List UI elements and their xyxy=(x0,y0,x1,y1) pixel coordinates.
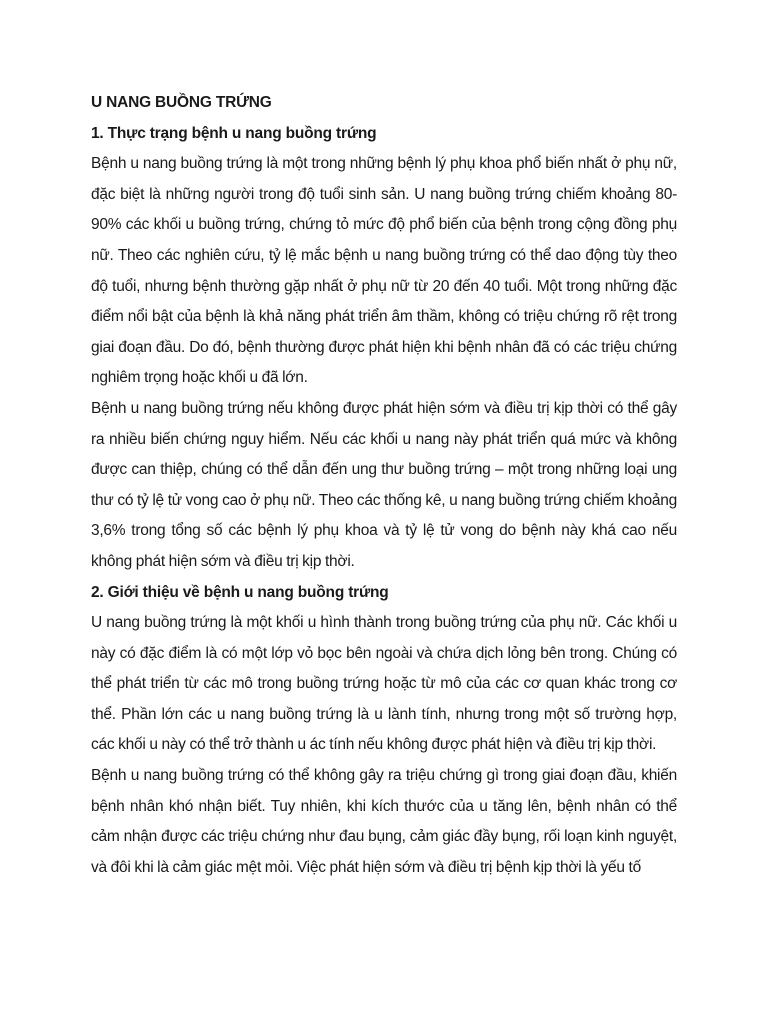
paragraph: Bệnh u nang buồng trứng nếu không được phát hiện sớm và điều trị kịp thời có thể gây ra nhiều biến chứng nguy hiểm. Nếu các khối u nang này phát triển quá mức và không được can thiệp, chúng có thể dẫn đến ung thư buồng trứng – một trong những loại ung thư có tỷ lệ tử vong cao ở phụ nữ. Theo các thống kê, u nang buồng trứng chiếm khoảng 3,6% trong tổng số các bệnh lý phụ khoa và tỷ lệ tử vong do bệnh này khá cao nếu không phát hiện sớm và điều trị kịp thời. xyxy=(91,399,677,570)
section-heading: 2. Giới thiệu về bệnh u nang buồng trứng xyxy=(91,583,389,601)
section-2 xyxy=(91,578,677,884)
section-heading: 1. Thực trạng bệnh u nang buồng trứng xyxy=(91,124,377,142)
section-1 xyxy=(91,119,677,578)
paragraph: Bệnh u nang buồng trứng là một trong những bệnh lý phụ khoa phổ biến nhất ở phụ nữ, đặc biệt là những người trong độ tuổi sinh sản. U nang buồng trứng chiếm khoảng 80-90% các khối u buồng trứng, chứng tỏ mức độ phổ biến của bệnh trong cộng đồng phụ nữ. Theo các nghiên cứu, tỷ lệ mắc bệnh u nang buồng trứng có thể dao động tùy theo độ tuổi, nhưng bệnh thường gặp nhất ở phụ nữ từ 20 đến 40 tuổi. Một trong những đặc điểm nổi bật của bệnh là khả năng phát triển âm thầm, không có triệu chứng rõ rệt trong giai đoạn đầu. Do đó, bệnh thường được phát hiện khi bệnh nhân đã có các triệu chứng nghiêm trọng hoặc khối u đã lớn. xyxy=(91,155,677,387)
paragraph: U nang buồng trứng là một khối u hình thành trong buồng trứng của phụ nữ. Các khối u này có đặc điểm là có một lớp vỏ bọc bên ngoài và chứa dịch lỏng bên trong. Chúng có thể phát triển từ các mô trong buồng trứng hoặc từ mô của các cơ quan khác trong cơ thể. Phần lớn các u nang buồng trứng là u lành tính, nhưng trong một số trường hợp, các khối u này có thể trở thành u ác tính nếu không được phát hiện và điều trị kịp thời. xyxy=(91,614,677,754)
document-title: U NANG BUỒNG TRỨNG xyxy=(91,94,272,111)
document-page xyxy=(91,88,677,883)
paragraph: Bệnh u nang buồng trứng có thể không gây ra triệu chứng gì trong giai đoạn đầu, khiến bệnh nhân khó nhận biết. Tuy nhiên, khi kích thước của u tăng lên, bệnh nhân có thể cảm nhận được các triệu chứng như đau bụng, cảm giác đầy bụng, rối loạn kinh nguyệt, và đôi khi là cảm giác mệt mỏi. Việc phát hiện sớm và điều trị bệnh kịp thời là yếu tố xyxy=(91,767,677,876)
